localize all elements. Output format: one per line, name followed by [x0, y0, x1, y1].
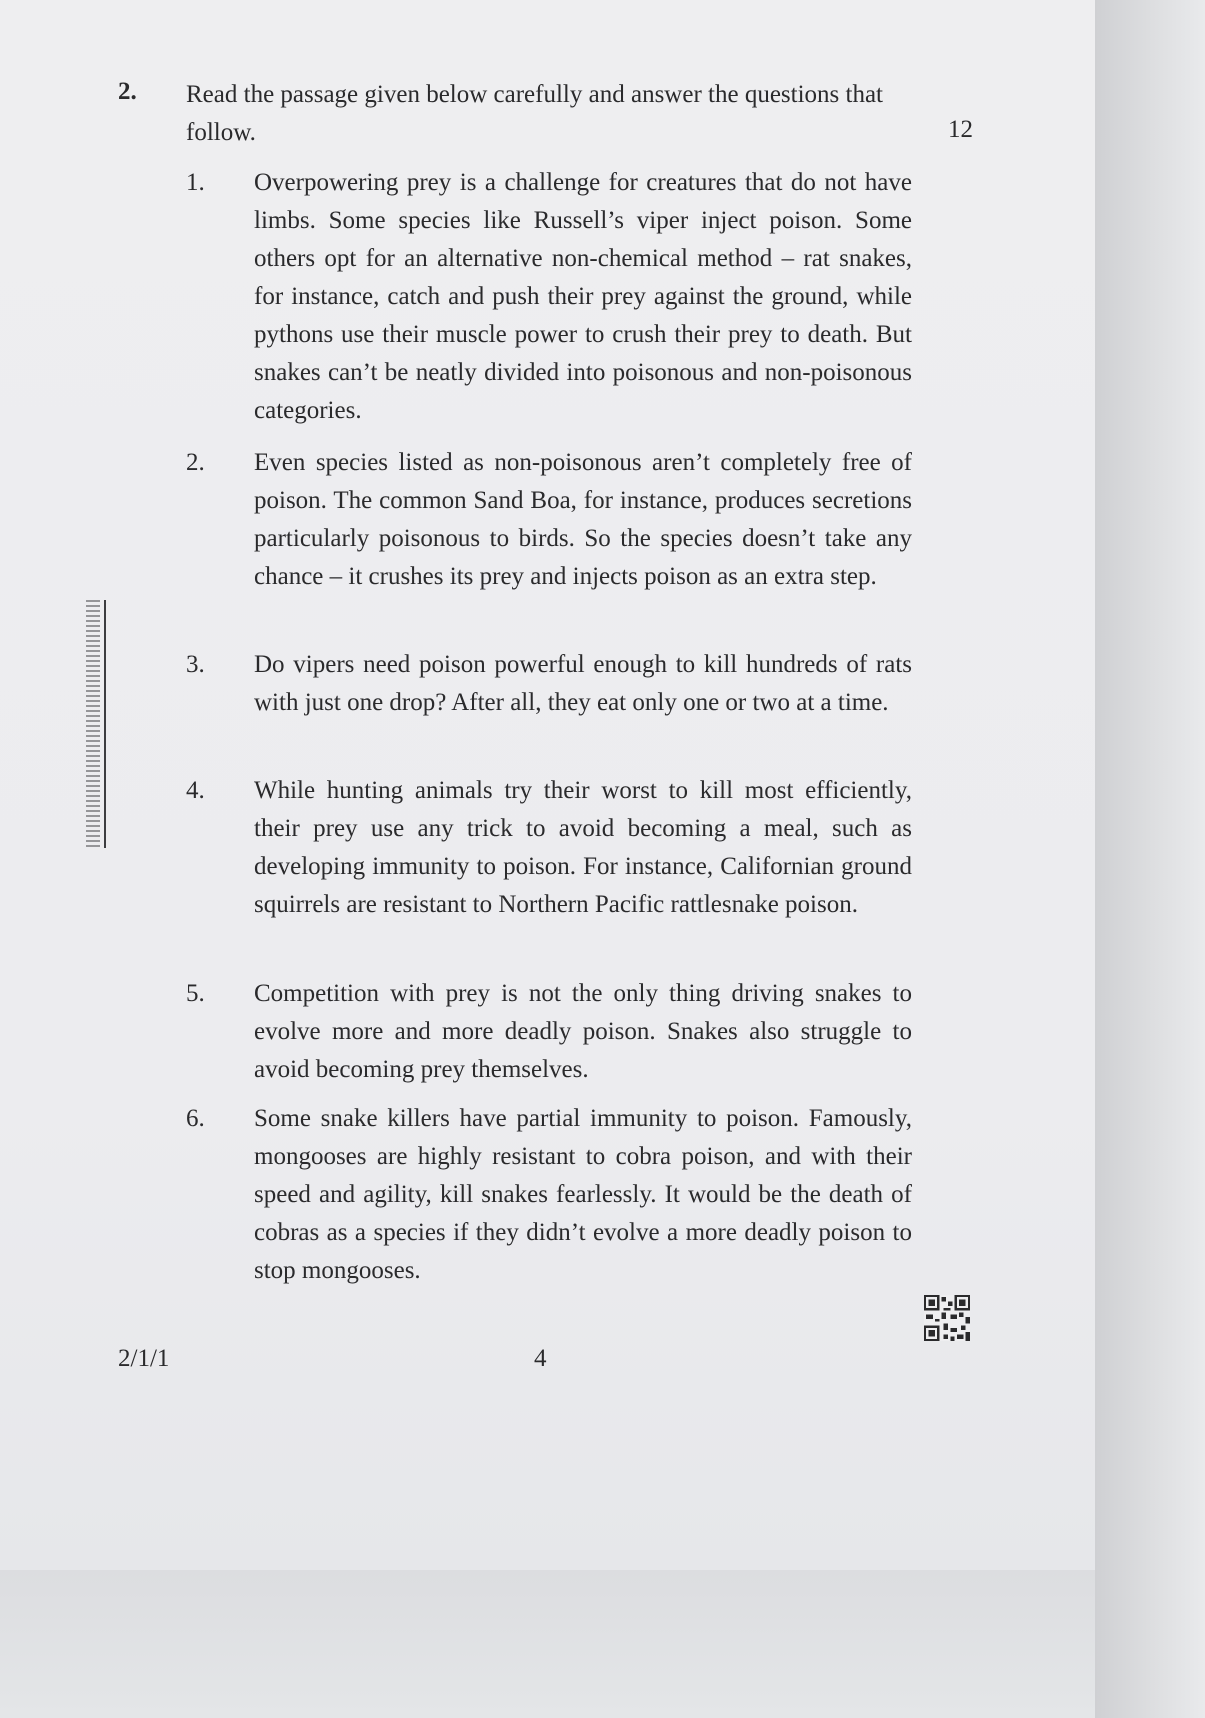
question-number: 2. [118, 78, 137, 105]
side-barcode [86, 600, 100, 848]
paper-code: 2/1/1 [118, 1345, 170, 1372]
paragraph-6 [186, 1100, 912, 1290]
page-bottom-shadow [0, 1570, 1095, 1718]
paragraph-2 [186, 444, 912, 596]
question-marks: 12 [948, 116, 973, 143]
question-intro: Read the passage given below carefully and answer the questions that follow. [186, 81, 883, 146]
paragraph-text: Do vipers need poison powerful enough to kill hundreds of rats with just one drop? After all, they eat only one or two at a time. [254, 651, 912, 716]
paragraph-number: 5. [186, 980, 205, 1007]
paragraph-text: While hunting animals try their worst to kill most efficiently, their prey use any trick to avoid becoming a meal, such as developing immunity to poison. For instance, Californian ground squirrels are resistant to Northern Pacific rattlesnake poison. [254, 777, 912, 918]
paragraph-number: 6. [186, 1105, 205, 1132]
paragraph-text: Some snake killers have partial immunity to poison. Famously, mongooses are highly resistant to cobra poison, and with their speed and agility, kill snakes fearlessly. It would be the death of cobras as a species if they didn’t evolve a more deadly poison to stop mongooses. [254, 1105, 912, 1284]
paragraph-number: 2. [186, 449, 205, 476]
paragraph-text: Even species listed as non-poisonous aren’t completely free of poison. The common Sand Boa, for instance, produces secretions particularly poisonous to birds. So the species doesn’t take any chance – it crushes its prey and injects poison as an extra step. [254, 449, 912, 590]
paragraph-number: 4. [186, 777, 205, 804]
page-number: 4 [534, 1345, 547, 1372]
paragraph-number: 3. [186, 651, 205, 678]
paragraph-text: Competition with prey is not the only thing driving snakes to evolve more and more deadly poison. Snakes also struggle to avoid becoming prey themselves. [254, 980, 912, 1083]
paragraph-3 [186, 646, 912, 722]
side-rule [104, 600, 106, 848]
page-edge-shadow [1095, 0, 1205, 1718]
paragraph-4 [186, 772, 912, 924]
paragraph-number: 1. [186, 169, 205, 196]
paragraph-1 [186, 164, 912, 430]
paragraph-5 [186, 975, 912, 1089]
qr-code-icon [924, 1295, 970, 1341]
paragraph-text: Overpowering prey is a challenge for creatures that do not have limbs. Some species like Russell’s viper inject poison. Some others opt for an alternative non-chemical method – rat snakes, for instance, catch and push their prey against the ground, while pythons use their muscle power to crush their prey to death. But snakes can’t be neatly divided into poisonous and non-poisonous categories. [254, 169, 912, 424]
